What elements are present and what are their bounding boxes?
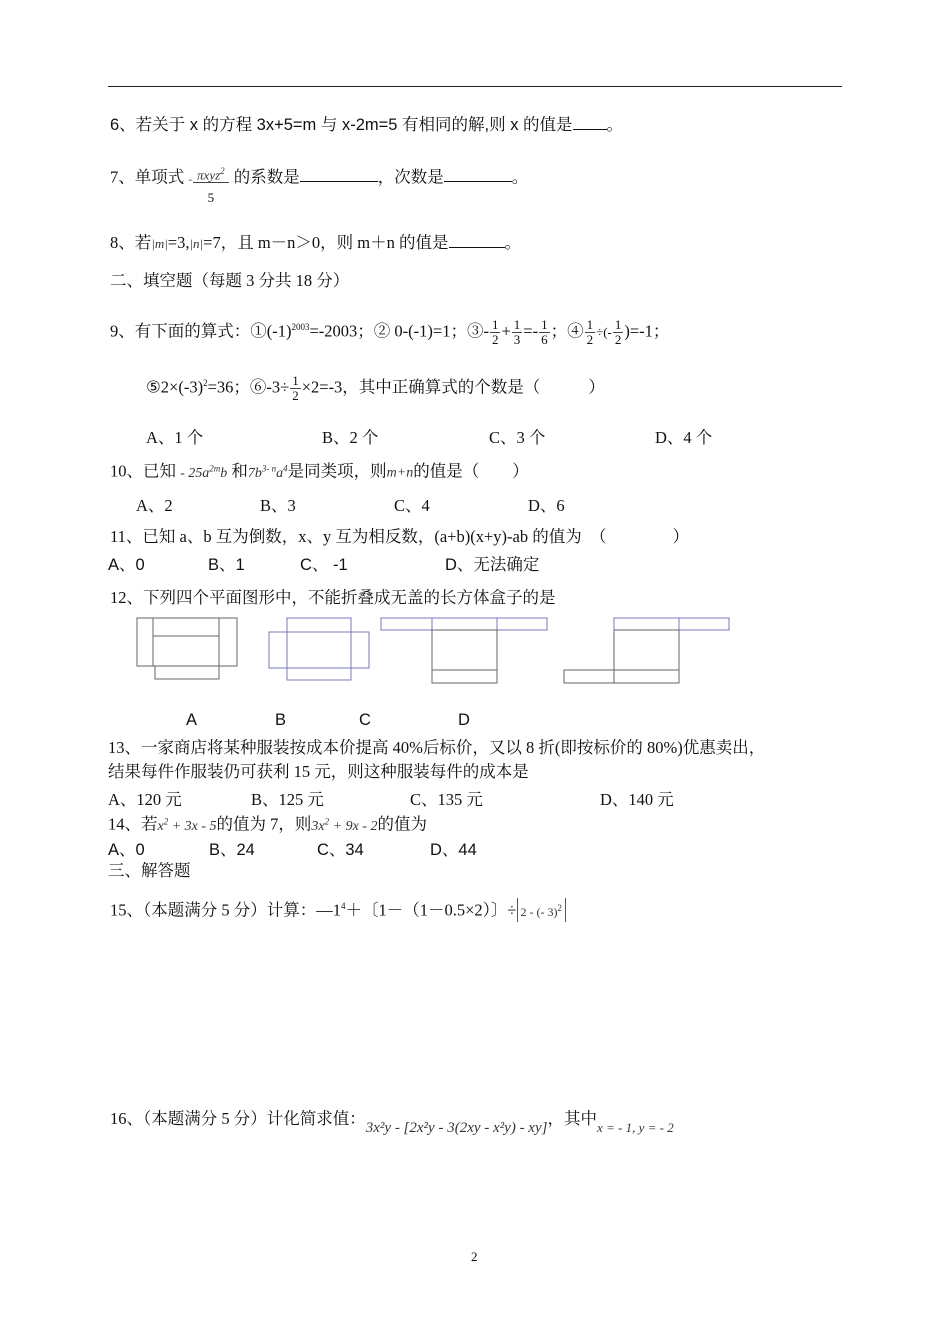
q7-blank-2 [444,167,512,182]
question-12: 12、下列四个平面图形中，不能折叠成无盖的长方体盒子的是 [110,588,556,607]
q15-exp: 4 [341,901,346,911]
question-7 [110,164,528,205]
q14-mid: 的值为 7，则 [216,814,312,834]
q9-line1-b: =-2003；② 0-(-1)=1；③- [309,321,489,341]
page-number: 2 [471,1249,478,1264]
q9-line2-c: ×2=-3，其中正确算式的个数是（ [301,377,541,397]
q8-m-abs: |m| [151,236,168,251]
q10-option-d[interactable]: D、6 [528,496,565,515]
net-figure-d [564,618,729,683]
question-15 [110,895,566,922]
q9-line1-a: 9、有下面的算式：①(-1) [110,321,292,341]
q13-option-b[interactable]: B、125 元 [251,790,324,809]
q7-sep: ，次数是 [377,167,444,187]
q7-fraction [193,164,229,205]
q12-label-d[interactable]: D [458,711,470,729]
q14-option-b[interactable]: B、24 [209,841,255,859]
q9-option-b[interactable]: B、2 个 [322,428,379,447]
q8-n-abs: |n| [189,236,204,251]
q9-div: ÷(- [596,324,612,340]
q7-mid: 的系数是 [233,167,300,187]
q11-option-a[interactable]: A、0 [108,556,145,574]
q7-frac-den: 5 [207,190,215,206]
q12-label-b[interactable]: B [275,711,287,729]
q8-end: 。 [504,233,521,252]
question-6 [110,114,623,136]
q9-exp2: 2 [203,378,208,388]
q7-blank-1 [300,167,378,182]
q14-option-a[interactable]: A、0 [108,841,145,859]
q9-line2-a: ⑤2×(-3) [146,377,204,397]
q10-prefix: 10、已知 [110,461,176,481]
q10-end: 的值是（ ） [413,461,529,481]
q13-option-c[interactable]: C、135 元 [410,790,483,809]
q12-label-c[interactable]: C [359,711,371,729]
q10-option-c[interactable]: C、4 [394,496,430,515]
section-2-title: 二、填空题（每题 3 分共 18 分） [110,271,350,290]
q11-option-b[interactable]: B、1 [208,556,245,574]
q9-frac-2: $\frac{1}{3}$ [513,317,521,348]
question-11: 11、已知 a、b 互为倒数，x、y 互为相反数，(a+b)(x+y)-ab 的值为 （ ） [110,527,689,546]
q16-expr: 3x²y - [2x²y - 3(2xy - x²y) - xy] [365,1120,548,1136]
q10-mn: m+n [386,465,414,481]
q14-option-d[interactable]: D、44 [430,841,477,859]
q8-eq2: =7，且 m－n＞0，则 m＋n 的值是 [203,233,449,252]
q9-frac-1: $\frac{1}{2}$ [491,317,499,348]
q15-text2: ＋〔1－（1－0.5×2）〕÷ [345,900,517,920]
q11-option-d[interactable]: D、无法确定 [445,556,540,574]
question-9-line-1 [110,316,669,347]
question-16 [110,1108,674,1139]
q13-option-a[interactable]: A、120 元 [108,790,182,809]
q9-option-a[interactable]: A、1 个 [146,428,204,447]
q10-option-a[interactable]: A、2 [136,496,173,515]
q10-mid: 是同类项，则 [287,461,387,481]
q10-option-b[interactable]: B、3 [260,496,296,515]
q9-plus: + [501,321,511,341]
q10-and: 和 [231,461,248,481]
q6-text: 6、若关于 x 的方程 3x+5=m 与 x-2m=5 有相同的解,则 x 的值是 [110,116,573,134]
q8-eq1: =3, [167,233,190,252]
q16-cond: x = - 1, y = - 2 [596,1120,674,1135]
net-figure-c [381,618,547,683]
q9-tail: )=-1； [624,321,670,341]
q9-frac-4: $\frac{1}{2}$ [586,317,594,348]
q7-frac-num: πxyz [197,167,221,183]
q16-mid: ，其中 [547,1109,597,1128]
q15-text: 15、（本题满分 5 分）计算：—1 [110,900,341,920]
q9-eqm: =- [523,321,539,341]
q9-exp1: 2003 [291,322,310,332]
q10-term-1: - $25a^{2m}b$ [180,463,228,481]
question-10 [110,457,529,485]
q16-text: 16、（本题满分 5 分）计化简求值： [110,1109,366,1128]
q6-end: 。 [606,116,624,134]
net-figure-a [137,618,237,679]
q11-option-c[interactable]: C、 -1 [300,556,348,574]
q14-option-c[interactable]: C、34 [317,841,364,859]
q12-label-a[interactable]: A [186,711,198,729]
q9-frac-3: $\frac{1}{6}$ [541,317,548,348]
q9-frac-6: $\frac{1}{2}$ [292,373,299,404]
q7-end: 。 [511,167,529,187]
top-rule [108,86,842,87]
question-13-line-2: 结果每件作服装仍可获利 15 元，则这种服装每件的成本是 [108,762,529,781]
q9-option-d[interactable]: D、4 个 [655,428,713,447]
question-13-line-1: 13、一家商店将某种服装按成本价提高 40%后标价，又以 8 折(即按标价的 80%)优惠卖出， [108,738,766,757]
question-8 [110,232,521,255]
q10-term-2: $7b^{3- n}a^4$ [247,463,288,481]
q14-expr-2: $3x^2 + 9x - 2$ [311,816,378,834]
q14-prefix: 14、若 [108,814,158,834]
q8-prefix: 8、若 [110,233,152,252]
q9-semi: ；④ [550,321,584,341]
q9-frac-5: $\frac{1}{2}$ [614,317,622,348]
q12-net-figures [0,610,950,690]
q9-line2-b: =36；⑥-3÷ [207,377,290,397]
q7-minus: - [188,173,193,186]
q13-option-d[interactable]: D、140 元 [600,790,674,809]
section-3-title: 三、解答题 [108,861,191,880]
q14-end: 的值为 [377,814,427,834]
q15-abs: 2 - (- 3)$^2$ [517,898,566,922]
q9-line2-end: ） [588,377,605,397]
q14-expr-1: $x^2 + 3x - 5$ [157,816,217,834]
question-9-line-2 [146,372,605,403]
q8-blank [449,233,505,248]
q7-exp: 2 [220,166,225,176]
q6-blank [573,115,607,130]
q7-prefix: 7、单项式 [110,167,185,187]
net-figure-b [269,618,369,680]
q9-option-c[interactable]: C、3 个 [489,428,546,447]
question-14 [108,810,427,838]
